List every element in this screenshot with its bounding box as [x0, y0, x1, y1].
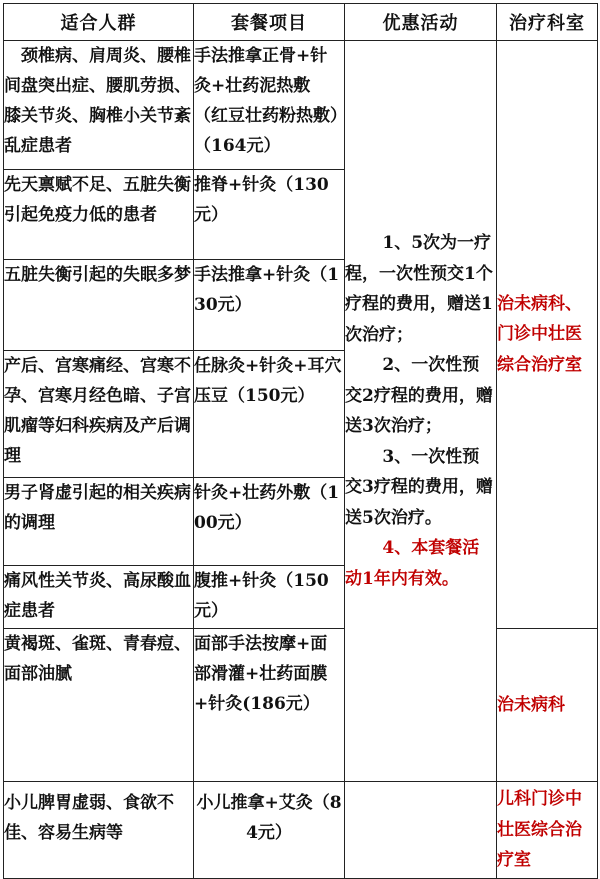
table-row [4, 782, 598, 879]
target-group-cell: 颈椎病、肩周炎、腰椎间盘突出症、腰肌劳损、膝关节炎、胸椎小关节紊乱症患者 [4, 41, 194, 170]
target-group-cell: 小儿脾胃虚弱、食欲不佳、容易生病等 [4, 782, 194, 879]
header-row [4, 4, 598, 41]
header-department: 治疗科室 [497, 4, 598, 41]
target-group-cell: 产后、宫寒痛经、宫寒不孕、宫寒月经色暗、子宫肌瘤等妇科疾病及产后调理 [4, 351, 194, 478]
package-cell: 针灸+壮药外敷（100元） [194, 478, 345, 566]
table-row [4, 41, 598, 170]
target-group-cell: 五脏失衡引起的失眠多梦 [4, 260, 194, 351]
promotion-item: 3、一次性预交3疗程的费用，赠送5次治疗。 [345, 446, 493, 528]
header-package: 套餐项目 [194, 4, 345, 41]
package-cell: 推脊+针灸（130元） [194, 170, 345, 260]
package-cell: 任脉灸+针灸+耳穴压豆（150元） [194, 351, 345, 478]
package-cell: 手法推拿正骨+针灸+壮药泥热敷（红豆壮药粉热敷）（164元） [194, 41, 345, 170]
package-table [3, 3, 598, 879]
target-group-cell: 先天禀赋不足、五脏失衡引起免疫力低的患者 [4, 170, 194, 260]
target-group-cell: 痛风性关节炎、高尿酸血症患者 [4, 566, 194, 629]
package-cell: 小儿推拿+艾灸（84元） [194, 782, 345, 879]
package-cell: 腹推+针灸（150元） [194, 566, 345, 629]
promotion-item: 2、一次性预交2疗程的费用，赠送3次治疗； [345, 355, 493, 436]
department-cell: 儿科门诊中壮医综合治疗室 [497, 782, 598, 879]
package-cell: 面部手法按摩+面部滑灌+壮药面膜+针灸(186元） [194, 629, 345, 782]
package-cell: 手法推拿+针灸（130元） [194, 260, 345, 351]
header-target-group: 适合人群 [4, 4, 194, 41]
promotion-item: 1、5次为一疗程，一次性预交1个疗程的费用，赠送1次治疗； [345, 233, 493, 345]
promotion-note: 4、本套餐活动1年内有效。 [345, 538, 480, 589]
department-cell: 治未病科、门诊中壮医综合治疗室 [497, 41, 598, 629]
target-group-cell: 黄褐斑、雀斑、青春痘、面部油腻 [4, 629, 194, 782]
target-group-cell: 男子肾虚引起的相关疾病的调理 [4, 478, 194, 566]
department-cell: 治未病科 [497, 629, 598, 782]
header-promotion: 优惠活动 [345, 4, 497, 41]
promotion-cell [345, 41, 497, 782]
promotion-empty-cell [345, 782, 497, 879]
table-row [4, 629, 598, 782]
